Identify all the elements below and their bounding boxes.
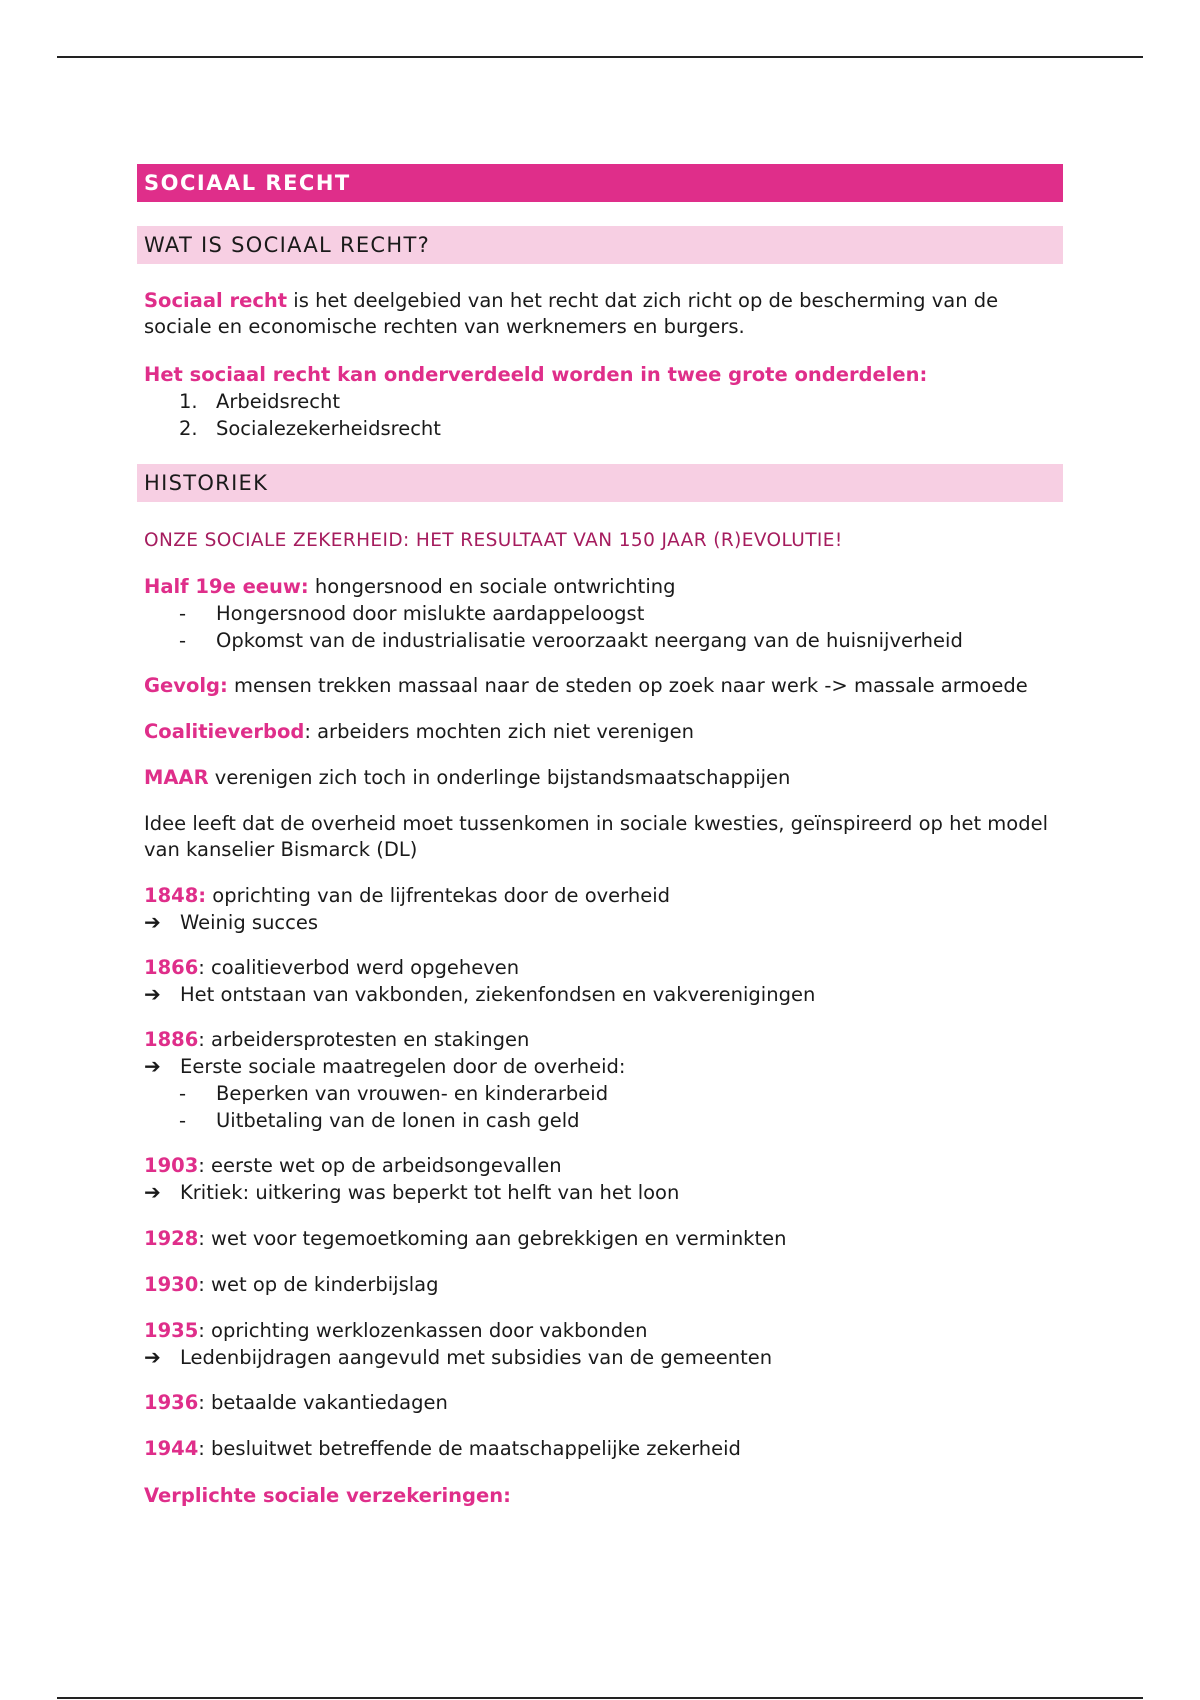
year-1886: 1886: arbeidersprotesten en stakingen	[144, 1028, 530, 1051]
year-1903: 1903: eerste wet op de arbeidsongevallen	[144, 1154, 562, 1177]
year-1866: 1866: coalitieverbod werd opgeheven	[144, 956, 520, 979]
coalitieverbod-paragraph: Coalitieverbod: arbeiders mochten zich niet verenigen	[144, 720, 695, 743]
top-rule	[57, 56, 1143, 58]
idee-paragraph: Idee leeft dat de overheid moet tussenkomen in sociale kwesties, geïnspireerd op het model van kanselier Bismarck (DL)	[144, 812, 1049, 861]
definition-term: Sociaal recht	[144, 289, 288, 312]
year-1903-consequence: ➔ Kritiek: uitkering was beperkt tot helft van het loon	[144, 1180, 680, 1204]
definition-text: is het deelgebied van het recht dat zich richt op de bescherming van de sociale en economische rechten van werknemers en burgers.	[144, 289, 999, 338]
bottom-rule	[57, 1697, 1143, 1699]
division-paragraph	[137, 362, 1063, 388]
verplichte-verzekeringen-heading: Verplichte sociale verzekeringen:	[144, 1484, 511, 1507]
arrow-icon: ➔	[144, 1180, 161, 1204]
half-19e-list	[137, 600, 1063, 654]
arrow-icon: ➔	[144, 1054, 161, 1078]
section-heading-wat-is: WAT IS SOCIAAL RECHT?	[137, 226, 1063, 264]
year-1866-consequence: ➔ Het ontstaan van vakbonden, ziekenfondsen en vakverenigingen	[144, 982, 816, 1006]
section-heading-historiek: HISTORIEK	[137, 464, 1063, 502]
year-1944: 1944: besluitwet betreffende de maatschappelijke zekerheid	[144, 1437, 741, 1460]
year-1848-consequence: ➔ Weinig succes	[144, 910, 319, 934]
definition-paragraph	[137, 288, 1063, 340]
page-title: SOCIAAL RECHT	[137, 164, 1063, 202]
list-item: - Beperken van vrouwen- en kinderarbeid	[179, 1082, 609, 1105]
arrow-icon: ➔	[144, 1345, 161, 1369]
half-19e-paragraph: Half 19e eeuw: hongersnood en sociale ontwrichting	[144, 575, 676, 598]
maar-paragraph: MAAR verenigen zich toch in onderlinge bijstandsmaatschappijen	[144, 766, 791, 789]
list-item: - Opkomst van de industrialisatie veroorzaakt neergang van de huisnijverheid	[179, 629, 963, 652]
year-1936: 1936: betaalde vakantiedagen	[144, 1391, 448, 1414]
historiek-kicker: ONZE SOCIALE ZEKERHEID: HET RESULTAAT VAN 150 JAAR (R)EVOLUTIE!	[144, 530, 843, 551]
year-1886-list	[137, 1080, 1063, 1134]
year-1928: 1928: wet voor tegemoetkoming aan gebrekkigen en verminkten	[144, 1227, 787, 1250]
list-item: 1. Arbeidsrecht	[179, 390, 340, 413]
year-1930: 1930: wet op de kinderbijslag	[144, 1273, 439, 1296]
arrow-icon: ➔	[144, 910, 161, 934]
arrow-icon: ➔	[144, 982, 161, 1006]
list-item: 2. Socialezekerheidsrecht	[179, 417, 441, 440]
gevolg-paragraph: Gevolg: mensen trekken massaal naar de steden op zoek naar werk -> massale armoede	[144, 674, 1028, 697]
division-heading: Het sociaal recht kan onderverdeeld worden in twee grote onderdelen:	[144, 363, 928, 386]
list-item: - Uitbetaling van de lonen in cash geld	[179, 1109, 580, 1132]
division-list	[137, 388, 1063, 442]
document-body	[137, 164, 1063, 1509]
year-1935-consequence: ➔ Ledenbijdragen aangevuld met subsidies van de gemeenten	[144, 1345, 773, 1369]
year-1886-consequence: ➔ Eerste sociale maatregelen door de overheid:	[144, 1054, 626, 1078]
year-1848: 1848: oprichting van de lijfrentekas door de overheid	[144, 884, 671, 907]
list-item: - Hongersnood door mislukte aardappeloogst	[179, 602, 645, 625]
year-1935: 1935: oprichting werklozenkassen door vakbonden	[144, 1319, 648, 1342]
